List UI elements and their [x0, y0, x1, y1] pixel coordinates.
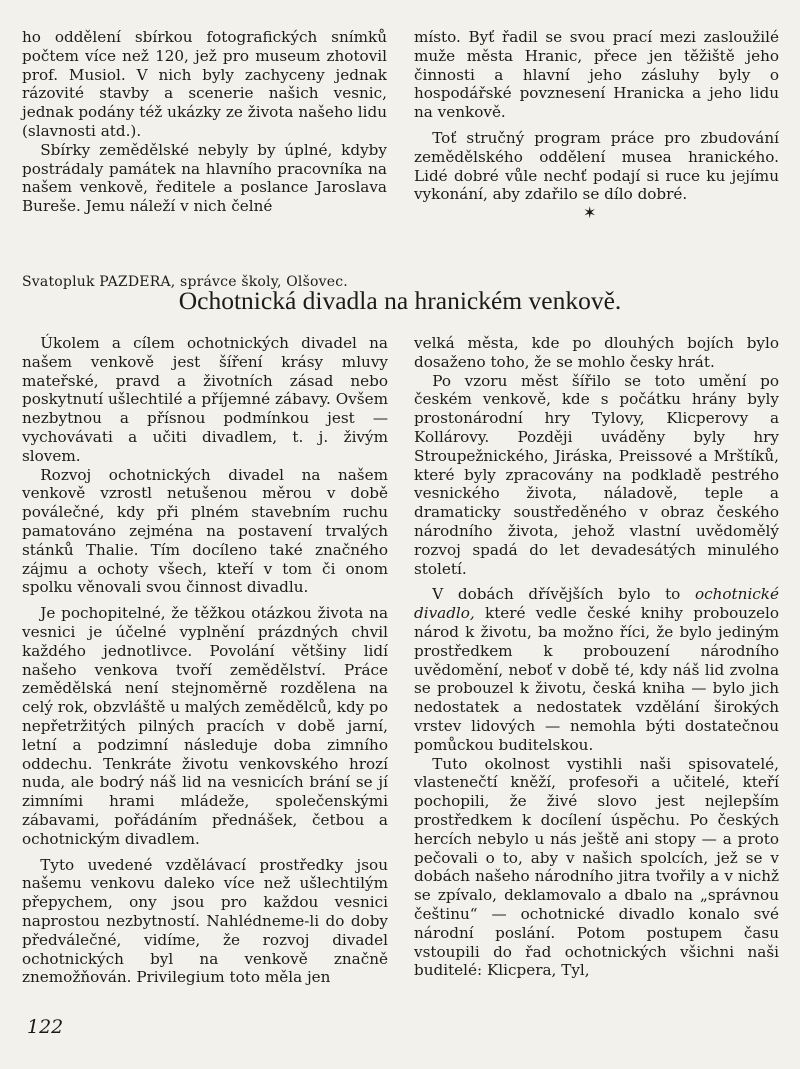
italic-emphasis: ochotnické divadlo,: [414, 585, 779, 623]
paragraph-text: V dobách dřívějších bylo to: [432, 585, 695, 604]
paragraph: Toť stručný program práce pro zbudování zemědělského oddělení musea hranického. Lidé dobré vůle nechť podají si ruce ku jejímu vykonání, aby zdařilo se dílo dobré.: [414, 128, 779, 204]
paragraph-text: které vedle české knihy probouzelo národ k životu, ba možno říci, že bylo jediným prostředkem k probouzení národního uvědomění, neboť v době té, kdy náš lid zvolna se probouzel k životu, česká kniha — bylo jich nedostatek a nedostatek vzdělání širokých vrstev lidových — nemohla býti dostatečnou pomůckou buditelskou.: [414, 604, 779, 754]
top-right-column: [414, 28, 779, 204]
author-byline: Svatopluk PAZDERA, správce školy, Olšovec.: [22, 274, 348, 290]
paragraph: Po vzoru měst šířilo se toto umění po českém venkově, kde s počátku hrány byly prostonárodní hry Tylovy, Klicperovy a Kollárovy. Později uváděny byly hry Stroupežnického, Jiráska, Preissové a Mrštíků, které byly zpracovány na podkladě pestrého vesnického života, náladově, teple a dramaticky soustředěného v obraz českého národního života, jehož vlastní uvědomělý rozvoj spadá do let devadesátých minulého století.: [414, 371, 779, 578]
paragraph: Je pochopitelné, že těžkou otázkou života na vesnici je účelné vyplnění prázdných chvil každého jednotlivce. Povolání většiny lidí našeho venkova tvoří zemědělství. Práce zemědělská není stejnoměrně rozdělena na celý rok, obzvláště u malých zemědělců, kdy po nepřetržitých pilných pracích v době jarní, letní a podzimní následuje doba zimního oddechu. Tenkráte životu venkovského hrozí nuda, ale bodrý náš lid na vesnicích brání se jí zimními hrami mládeže, společenskými zábavami, pořádáním přednášek, četbou a ochotnickým divadlem.: [22, 604, 388, 848]
paragraph: Rozvoj ochotnických divadel na našem venkově vzrostl netušenou měrou v době poválečné, kdy při plném stavebním ruchu pamatováno zejména na postavení trvalých stánků Thalie. Tím docíleno také značného zájmu a ochoty všech, kteří v tom či onom spolku věnovali svou činnost divadlu.: [22, 465, 388, 597]
page-number: 122: [27, 1016, 64, 1038]
section-separator-star: ✶: [583, 203, 597, 222]
paragraph: ho oddělení sbírkou fotografických snímků počtem více než 120, jež pro museum zhotovil prof. Musiol. V nich byly zachyceny jednak rázovité stavby a scenerie našich vesnic, jednak podány též ukázky ze života našeho lidu (slavnosti atd.).: [22, 28, 387, 140]
article-title: Ochotnická divadla na hranickém venkově.: [178, 286, 622, 315]
paragraph: Úkolem a cílem ochotnických divadel na našem venkově jest šíření krásy mluvy mateřské, pravd a životních zásad nebo poskytnutí ušlechtilé a příjemné zábavy. Ovšem nezbytnou a přísnou podmínkou jest — vychovávati a učiti divadlem, t. j. živým slovem.: [22, 334, 388, 465]
paragraph: velká města, kde po dlouhých bojích bylo dosaženo toho, že se mohlo česky hrát.: [414, 334, 779, 371]
paragraph: [414, 585, 779, 754]
top-left-column: [22, 28, 387, 216]
paragraph: Tuto okolnost vystihli naši spisovatelé, vlastenečtí kněží, profesoři a učitelé, kteří pochopili, že živé slovo jest nejlepším prostředkem k docílení úspěchu. Po českých hercích nebylo u nás ještě ani stopy — a proto pečovali o to, aby v našich spolcích, jež se v dobách našeho národního jitra tvořily a v nichž se zpívalo, deklamovalo a dbalo na „správnou češtinu“ — ochotnické divadlo konalo své národní poslání. Potom postupem času vstoupili do řad ochotnických všichni naši buditelé: Klicpera, Tyl,: [414, 754, 779, 980]
paragraph: místo. Byť řadil se svou prací mezi zasloužilé muže města Hranic, přece jen těžiště jeho činnosti a hlavní jeho zásluhy byly o hospodářské povznesení Hranicka a jeho lidu na venkově.: [414, 28, 779, 122]
bottom-left-column: [22, 334, 388, 987]
paragraph: Tyto uvedené vzdělávací prostředky jsou našemu venkovu daleko více než ušlechtilým přepychem, ony jsou pro každou vesnici naprostou nezbytností. Nahlédneme-li do doby předválečné, vidíme, že rozvoj divadel ochotnických byl na venkově značně znemožňován. Privilegium toto měla jen: [22, 855, 388, 987]
paragraph: Sbírky zemědělské nebyly by úplné, kdyby postrádaly památek na hlavního pracovníka na našem venkově, ředitele a poslance Jaroslava Bureše. Jemu náleží v nich čelné: [22, 140, 387, 216]
bottom-right-column: [414, 334, 779, 980]
